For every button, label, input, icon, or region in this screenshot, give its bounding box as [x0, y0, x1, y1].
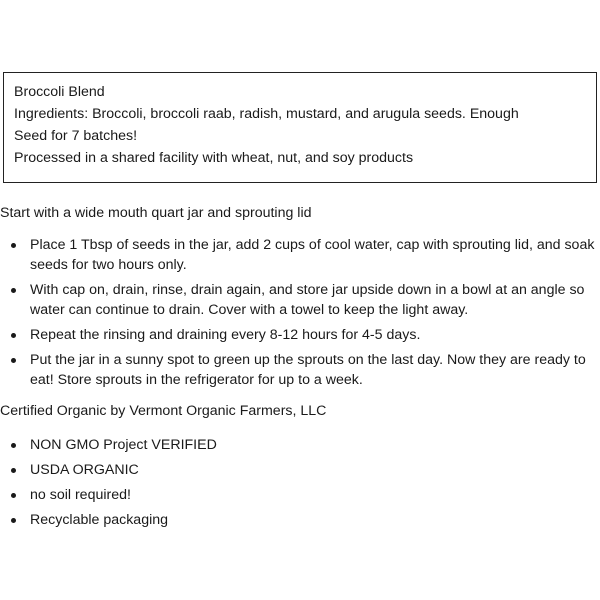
list-item	[0, 235, 600, 275]
list-item	[0, 485, 600, 505]
instruction-steps-list	[0, 235, 600, 395]
step-text: Place 1 Tbsp of seeds in the jar, add 2 cups of cool water, cap with sprouting lid, and soak seeds for two hours only.	[30, 237, 595, 273]
bullet-icon	[11, 468, 16, 473]
certification-heading: Certified Organic by Vermont Organic Farmers, LLC	[0, 403, 327, 419]
list-item	[0, 460, 600, 480]
badge-text: NON GMO Project VERIFIED	[30, 437, 217, 453]
badge-text: USDA ORGANIC	[30, 462, 139, 478]
list-item	[0, 280, 600, 320]
bullet-icon	[11, 443, 16, 448]
badge-text: no soil required!	[30, 487, 131, 503]
instructions-intro: Start with a wide mouth quart jar and sprouting lid	[0, 205, 312, 221]
step-text: Put the jar in a sunny spot to green up the sprouts on the last day. Now they are ready to eat! Store sprouts in the refrigerator for up to a week.	[30, 352, 586, 388]
list-item	[0, 325, 600, 345]
step-text: Repeat the rinsing and draining every 8-12 hours for 4-5 days.	[30, 327, 421, 343]
badge-text: Recyclable packaging	[30, 512, 169, 528]
bullet-icon	[11, 288, 16, 293]
bullet-icon	[11, 493, 16, 498]
ingredients-line-2: Seed for 7 batches!	[14, 128, 138, 144]
bullet-icon	[11, 518, 16, 523]
bullet-icon	[11, 358, 16, 363]
certification-badges-list	[0, 435, 600, 535]
list-item	[0, 435, 600, 455]
list-item	[0, 510, 600, 530]
allergen-note: Processed in a shared facility with wheat, nut, and soy products	[14, 150, 414, 166]
bullet-icon	[11, 243, 16, 248]
product-info-box	[3, 72, 597, 183]
ingredients-line-1: Ingredients: Broccoli, broccoli raab, radish, mustard, and arugula seeds. Enough	[14, 106, 519, 122]
step-text: With cap on, drain, rinse, drain again, and store jar upside down in a bowl at an angle so water can continue to drain. Cover with a towel to keep the light away.	[30, 282, 585, 318]
list-item	[0, 350, 600, 390]
product-name: Broccoli Blend	[14, 84, 105, 100]
bullet-icon	[11, 333, 16, 338]
